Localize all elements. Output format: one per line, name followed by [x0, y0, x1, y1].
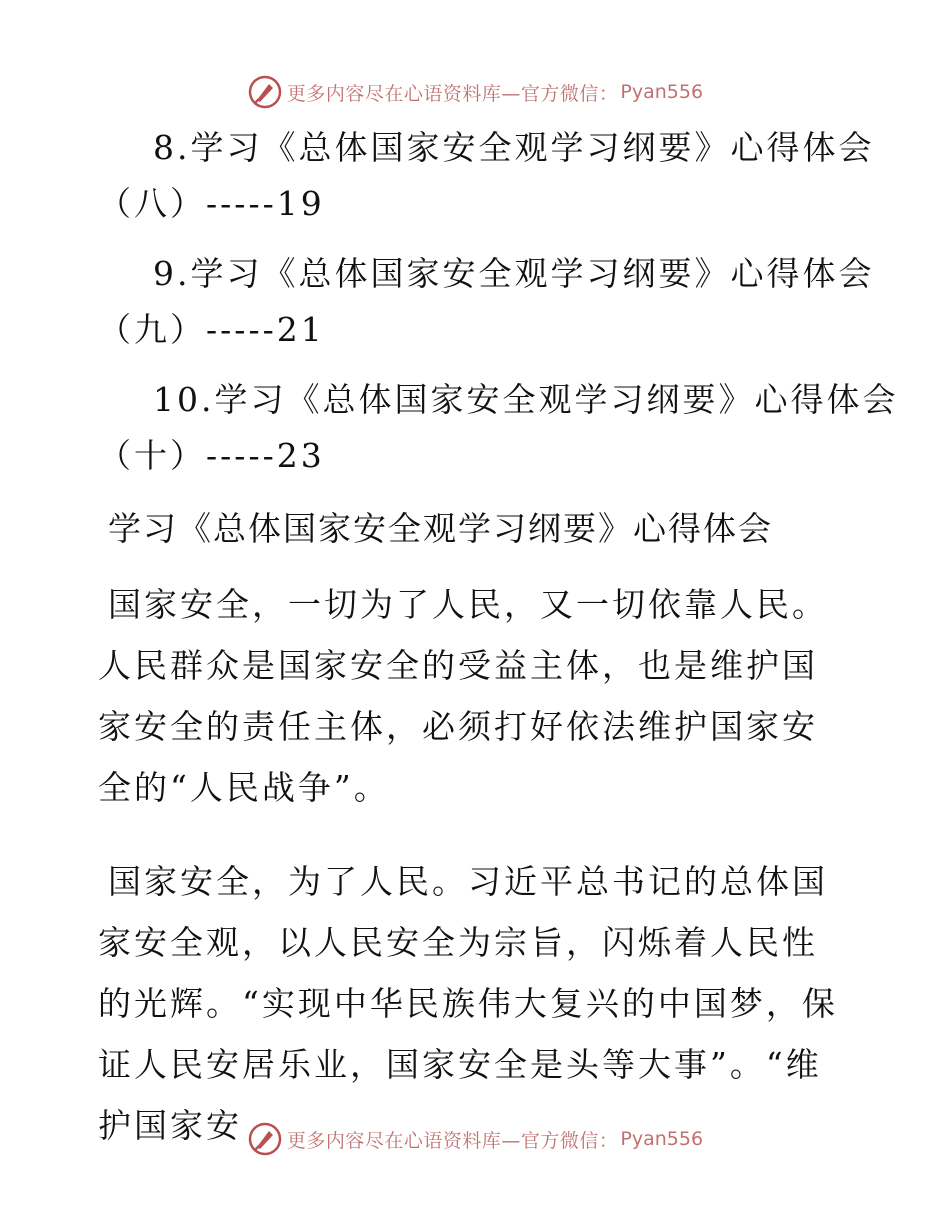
banner-wechat-id: Pyan556 — [620, 81, 704, 103]
toc-item-page: （九）-----21 — [98, 310, 325, 349]
toc-item — [98, 246, 875, 358]
banner-wechat-id: Pyan556 — [620, 1128, 704, 1150]
toc-item — [98, 120, 875, 232]
document-body — [98, 120, 899, 1189]
pen-nib-logo-icon — [247, 1121, 283, 1157]
article-paragraph: 国家安全，为了人民。习近平总书记的总体国家安全观，以人民安全为宗旨，闪烁着人民性的光辉。“实现中华民族伟大复兴的中国梦，保证人民安居乐业，国家安全是头等大事”。“维护国家安 — [98, 862, 838, 1145]
toc-item — [98, 372, 899, 484]
header-watermark-banner — [0, 72, 950, 112]
article-paragraph: 国家安全，一切为了人民，又一切依靠人民。人民群众是国家安全的受益主体，也是维护国家安全的责任主体，必须打好依法维护国家安全的“人民战争”。 — [98, 585, 828, 807]
footer-watermark-banner — [0, 1119, 950, 1159]
banner-text: 更多内容尽在心语资料库—官方微信： — [286, 1129, 619, 1152]
toc-item-title: 10.学习《总体国家安全观学习纲要》心得体会 — [153, 380, 899, 419]
toc-item-page: （八）-----19 — [98, 184, 325, 223]
toc-item-title: 8.学习《总体国家安全观学习纲要》心得体会 — [153, 128, 875, 167]
toc-item-page: （十）-----23 — [98, 436, 325, 475]
banner-text: 更多内容尽在心语资料库—官方微信： — [286, 82, 619, 105]
toc-item-title: 9.学习《总体国家安全观学习纲要》心得体会 — [153, 254, 875, 293]
article-title: 学习《总体国家安全观学习纲要》心得体会 — [108, 509, 773, 548]
pen-nib-logo-icon — [247, 74, 283, 110]
